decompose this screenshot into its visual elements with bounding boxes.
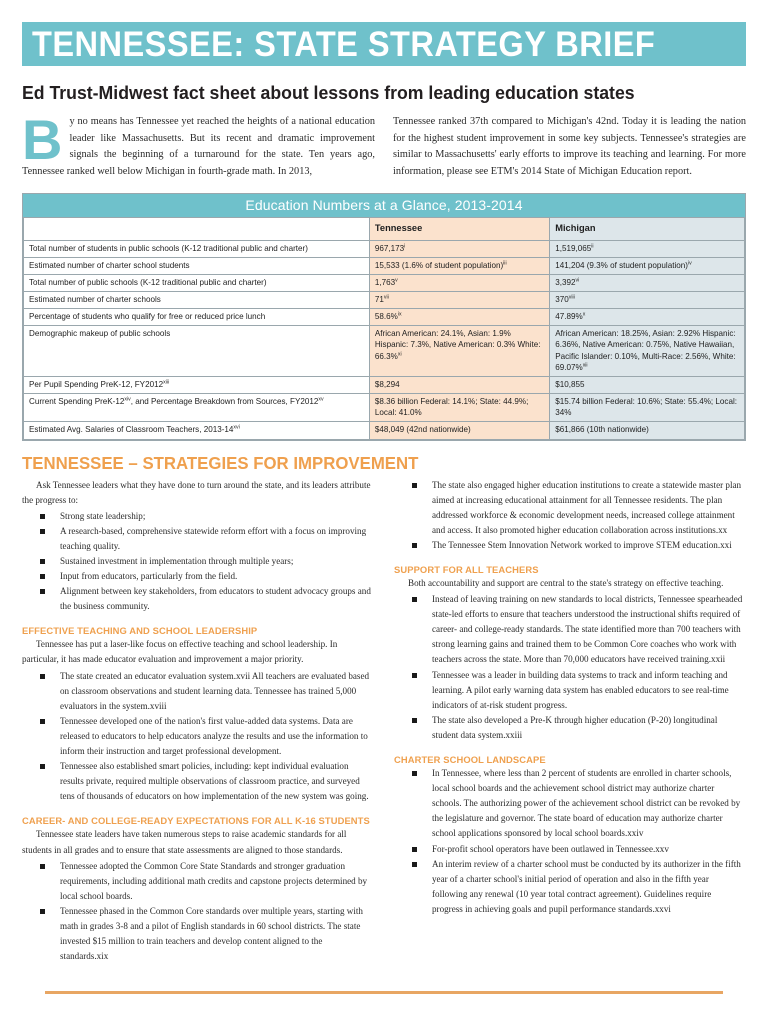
list-item: An interim review of a charter school must be conducted by its authorizer in the fifth year of a charter school's initial period of operation and also in the fifth year following any renewal (10 year total contract agreement). Guidelines require progress in achieving goals and pupil performance standards.xxvi <box>394 857 744 917</box>
table-row <box>24 376 745 393</box>
footnote-marker: xv <box>318 396 324 403</box>
table-cell-michigan: $10,855 <box>550 376 745 393</box>
table-cell-label: Current Spending PreK-12$^{xiv}$, and Percentage Breakdown from Sources, FY2012$^{xv}$ <box>24 394 370 422</box>
left-intro-bullet-list <box>22 509 372 615</box>
table-cell-tennessee: 58.6%$^{ix}$ <box>369 309 549 326</box>
table-cell-tennessee: 1,763$^v$ <box>369 274 549 291</box>
table-cell-tennessee: $8.36 billion Federal: 14.1%; State: 44.9%; Local: 41.0% <box>369 394 549 422</box>
table-header-tennessee: Tennessee <box>369 217 549 240</box>
table-cell-label: Estimated number of charter schools <box>24 291 370 308</box>
table-cell-tennessee: African American: 24.1%, Asian: 1.9% Hispanic: 7.3%, Native American: 0.3% White: 66.3%$^{xi}$ <box>369 326 549 377</box>
left-section1-bullet-list <box>22 669 372 805</box>
list-item: Tennessee was a leader in building data systems to track and inform teaching and learning. A pilot early warning data system has enabled educators to see real-time indicators of at-risk student progress. <box>394 668 744 713</box>
left-intro-paragraph: Ask Tennessee leaders what they have done to turn around the state, and its leaders attribute the progress to: <box>22 479 371 505</box>
footnote-marker: vii <box>383 294 389 301</box>
table-cell-label: Total number of public schools (K-12 traditional public and charter) <box>24 274 370 291</box>
table-cell-michigan: 3,392$^{vi}$ <box>550 274 745 291</box>
list-item: A research-based, comprehensive statewide reform effort with a focus on improving teaching quality. <box>22 524 372 554</box>
list-item: Tennessee developed one of the nation's first value-added data systems. Data are released to educators to help educators analyze the results and use the information to inform their instruction and target professional development. <box>22 714 372 759</box>
table-row <box>24 240 745 257</box>
table-cell-tennessee: $48,049 (42nd nationwide) <box>369 422 549 439</box>
list-item: The Tennessee Stem Innovation Network worked to improve STEM education.xxi <box>394 538 744 553</box>
table-row <box>24 291 745 308</box>
list-item: The state created an educator evaluation system.xvii All teachers are evaluated based on classroom observations and student learning data. Tennessee has trained 5,000 evaluators in the system.xviii <box>22 669 372 714</box>
subhead-career-college-ready: CAREER- AND COLLEGE-READY EXPECTATIONS FOR ALL K-16 STUDENTS <box>22 815 370 827</box>
intro-section <box>22 108 746 181</box>
table-cell-tennessee: 15,533 (1.6% of student population)$^{iii}$ <box>369 257 549 274</box>
intro-left-text: y no means has Tennessee yet reached the heights of a national education leader like Massachusetts. But its recent and dramatic improvement signals the beginning of a turnaround for the state. Ten years ago, Tennessee ranked well below Michigan in fourth-grade math. In 2013, <box>22 116 375 178</box>
table-cell-label: Total number of students in public schools (K-12 traditional public and charter) <box>24 240 370 257</box>
table-cell-label: Estimated Avg. Salaries of Classroom Teachers, 2013-14$^{xvi}$ <box>24 422 370 439</box>
list-item: Sustained investment in implementation through multiple years; <box>22 554 372 569</box>
left-body-column <box>22 478 372 965</box>
table-cell-michigan: $61,866 (10th nationwide) <box>550 422 745 439</box>
right-section2-bullet-list <box>394 766 744 917</box>
list-item: The state also developed a Pre-K through higher education (P-20) longitudinal student data system.xxiii <box>394 713 744 743</box>
list-item: Tennessee phased in the Common Core standards over multiple years, starting with math in grades 3-8 and a pilot of English standards in 60 school districts. The state invested $15 million to train teachers and develop content aligned to the standards.xix <box>22 904 372 964</box>
footnote-marker: ix <box>397 311 402 318</box>
table-cell-label: Estimated number of charter school students <box>24 257 370 274</box>
table-header-row <box>24 217 745 240</box>
page-subtitle: Ed Trust-Midwest fact sheet about lessons from leading education states <box>22 82 635 103</box>
list-item: Input from educators, particularly from the field. <box>22 569 372 584</box>
subhead-charter-school-landscape: CHARTER SCHOOL LANDSCAPE <box>394 754 546 766</box>
table-row <box>24 274 745 291</box>
footnote-marker: xvi <box>233 424 240 431</box>
list-item: In Tennessee, where less than 2 percent of students are enrolled in charter schools, local school boards and the achievement school district may authorize charter schools. The authorizing power of the achievement school district can be revoked by the legislature and governor. The state board of education may authorize charter school applications sponsored by local school boards.xxiv <box>394 766 744 841</box>
footnote-marker: xii <box>582 362 588 369</box>
table-cell-label: Per Pupil Spending PreK-12, FY2012$^{xiii}$ <box>24 376 370 393</box>
table-header-michigan: Michigan <box>550 217 745 240</box>
intro-left-column <box>22 108 375 181</box>
footnote-marker: v <box>395 277 398 284</box>
subhead-support-all-teachers: SUPPORT FOR ALL TEACHERS <box>394 564 539 576</box>
footnote-marker: i <box>404 242 406 249</box>
table-row <box>24 309 745 326</box>
list-item: Tennessee adopted the Common Core State Standards and stronger graduation requirements, including additional math credits and capstone projects determined by local school boards. <box>22 859 372 904</box>
table-cell-michigan: 141,204 (9.3% of student population)$^{iv}$ <box>550 257 745 274</box>
table-cell-label: Percentage of students who qualify for free or reduced price lunch <box>24 309 370 326</box>
footnote-marker: viii <box>568 294 575 301</box>
table-row <box>24 257 745 274</box>
footnote-marker: iii <box>503 259 507 266</box>
intro-right-column: Tennessee ranked 37th compared to Michigan's 42nd. Today it is leading the nation for the highest student improvement in some key subjects. Tennessee's strategies are similar to Massachusetts' early efforts to improve its teaching and learning. For more information, please see ETM's 2014 State of Michigan Education report. <box>393 116 746 178</box>
fact-sheet-page <box>0 22 768 1016</box>
list-item: Instead of leaving training on new standards to local districts, Tennessee spearheaded state-led efforts to ensure that teachers understood the instructional shifts required of career- and college-ready standards. The state identified more than 700 teachers with strong learning gains and trained them to be Common Core coaches who work with teachers across the state. More than 70,000 educators have received training.xxii <box>394 592 744 667</box>
table-cell-label: Demographic makeup of public schools <box>24 326 370 377</box>
footnote-marker: xiv <box>124 396 131 403</box>
right-section1-bullet-list <box>394 592 744 743</box>
body-columns <box>22 478 746 965</box>
list-item: Tennessee also established smart policies, including: kept individual evaluation results private, required multiple observations of classroom practice, and surveyed tens of thousands of educators on how implementation of the new system was going. <box>22 759 372 804</box>
drop-cap: B <box>22 108 63 171</box>
strategies-heading: TENNESSEE – STRATEGIES FOR IMPROVEMENT <box>22 452 419 473</box>
left-section2-bullet-list <box>22 859 372 965</box>
table-cell-michigan: $15.74 billion Federal: 10.6%; State: 55.4%; Local: 34% <box>550 394 745 422</box>
footnote-marker: vi <box>575 277 580 284</box>
table-row <box>24 326 745 377</box>
table-cell-michigan: 47.89%$^x$ <box>550 309 745 326</box>
right-body-column <box>394 478 744 965</box>
left-section2-paragraph: Tennessee state leaders have taken numerous steps to raise academic standards for all students in all grades and to ensure that state assessments are aligned to those standards. <box>22 829 347 855</box>
table-cell-michigan: 1,519,065$^{ii}$ <box>550 240 745 257</box>
table-cell-michigan: African American: 18.25%, Asian: 2.92% Hispanic: 6.36%, Native American: 0.75%, Native Hawaiian, Pacific Islander: 0.10%, Multi-Race: 2.56%, White: 69.07%$^{xii}$ <box>550 326 745 377</box>
footnote-marker: ii <box>591 242 594 249</box>
table-cell-tennessee: 71$^{vii}$ <box>369 291 549 308</box>
subhead-effective-teaching: EFFECTIVE TEACHING AND SCHOOL LEADERSHIP <box>22 625 258 637</box>
table-cell-tennessee: $8,294 <box>369 376 549 393</box>
footnote-marker: x <box>582 311 586 318</box>
footnote-marker: iv <box>687 259 692 266</box>
table-row <box>24 422 745 439</box>
left-section1-paragraph: Tennessee has put a laser-like focus on effective teaching and school leadership. In particular, it has made educator evaluation and improvement a major priority. <box>22 639 338 665</box>
education-numbers-table <box>22 193 746 441</box>
masthead-banner <box>22 22 746 66</box>
table-row <box>24 394 745 422</box>
table-title: Education Numbers at a Glance, 2013-2014 <box>23 194 745 217</box>
list-item: Alignment between key stakeholders, from educators to student advocacy groups and the business community. <box>22 584 372 614</box>
table-cell-tennessee: 967,173$^i$ <box>369 240 549 257</box>
table-header-blank <box>24 217 370 240</box>
table-cell-michigan: 370$^{viii}$ <box>550 291 745 308</box>
right-top-bullet-list <box>394 478 744 553</box>
footnote-marker: xi <box>397 350 402 357</box>
list-item: Strong state leadership; <box>22 509 372 524</box>
list-item: The state also engaged higher education institutions to create a statewide master plan aimed at increasing educational attainment for all Tennessee residents. The plan addressed workforce & economic development needs, increased college attainment and access. It also promoted higher education collaboration across institutions.xx <box>394 478 744 538</box>
right-section1-paragraph: Both accountability and support are central to the state's strategy on effective teaching. <box>408 578 724 589</box>
footnote-marker: xiii <box>163 379 170 386</box>
list-item: For-profit school operators have been outlawed in Tennessee.xxv <box>394 842 744 857</box>
page-title: TENNESSEE: STATE STRATEGY BRIEF <box>32 24 656 64</box>
